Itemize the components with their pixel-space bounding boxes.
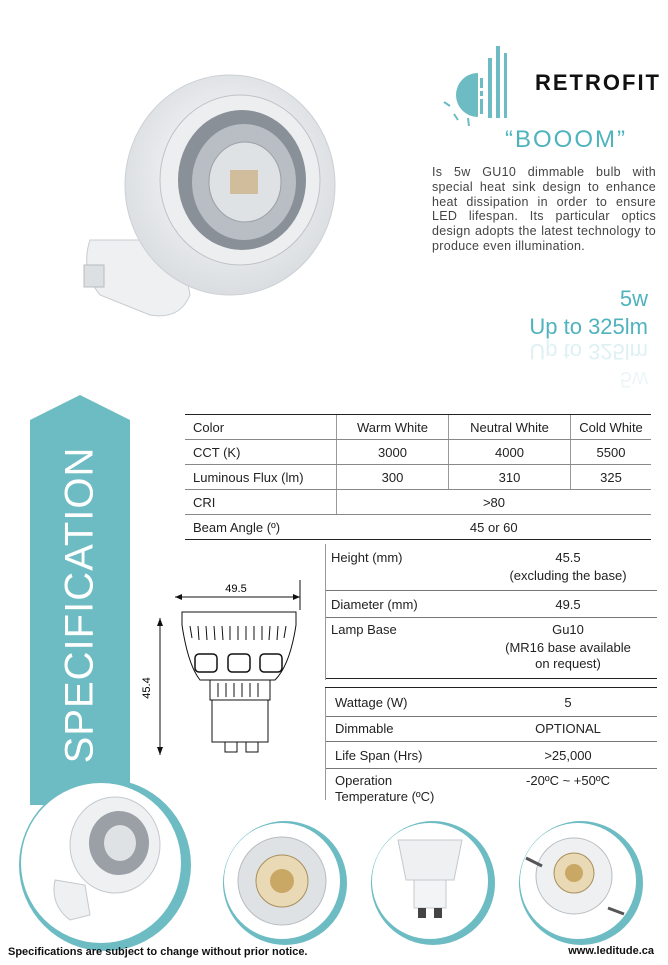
physical-spec-table (325, 544, 657, 809)
divider (325, 688, 326, 800)
lumen-highlight: Up to 325lm (529, 314, 648, 339)
product-thumbnail-4 (516, 818, 646, 948)
table-row: Dimmable OPTIONAL (325, 717, 657, 742)
retrofit-logo-icon (440, 18, 520, 128)
hero-bulb-image (70, 70, 340, 330)
footer-disclaimer: Specifications are subject to change without prior notice. (8, 946, 308, 958)
wattage-highlight: 5w (619, 286, 648, 311)
table-row: Luminous Flux (lm) 300 310 325 (185, 465, 651, 490)
table-row: Life Span (Hrs) >25,000 (325, 742, 657, 769)
lumen-reflection: Up to 325lm (529, 339, 648, 364)
table-row: Height (mm) 45.5 (excluding the base) (325, 544, 657, 591)
table-row: Lamp Base Gu10 (MR16 base available on request) (325, 618, 657, 679)
product-description: Is 5w GU10 dimmable bulb with special heat sink design to enhance heat dissipation in order to ensure LED lifespan. Its particular optics design adopts the latest technology to produce even illumination. (432, 165, 656, 253)
drawing-height-label: 45.4 (141, 677, 153, 699)
table-row: CCT (K) 3000 4000 5500 (185, 440, 651, 465)
tagline: “BOOOM” (505, 126, 627, 153)
footer-website-link[interactable]: www.leditude.ca (568, 945, 654, 957)
product-thumbnail-1 (15, 775, 195, 955)
table-row: Diameter (mm) 49.5 (325, 591, 657, 618)
specification-title: SPECIFICATION (57, 446, 102, 764)
brand-name: RETROFIT (535, 70, 661, 95)
product-thumbnail-2 (220, 818, 350, 948)
table-header-row: Color Warm White Neutral White Cold White (185, 415, 651, 440)
divider (325, 544, 326, 680)
table-row: Operation Temperature (ºC) -20ºC ~ +50ºC (335, 773, 610, 804)
color-spec-table (185, 414, 651, 540)
table-row: Wattage (W) 5 (325, 687, 657, 717)
product-thumbnail-3 (368, 818, 498, 948)
table-row: CRI >80 (185, 490, 651, 515)
wattage-reflection: 5w (619, 367, 648, 392)
drawing-diameter-label: 49.5 (225, 583, 247, 595)
technical-drawing (140, 570, 320, 780)
table-row: Beam Angle (º) 45 or 60 (185, 515, 651, 540)
